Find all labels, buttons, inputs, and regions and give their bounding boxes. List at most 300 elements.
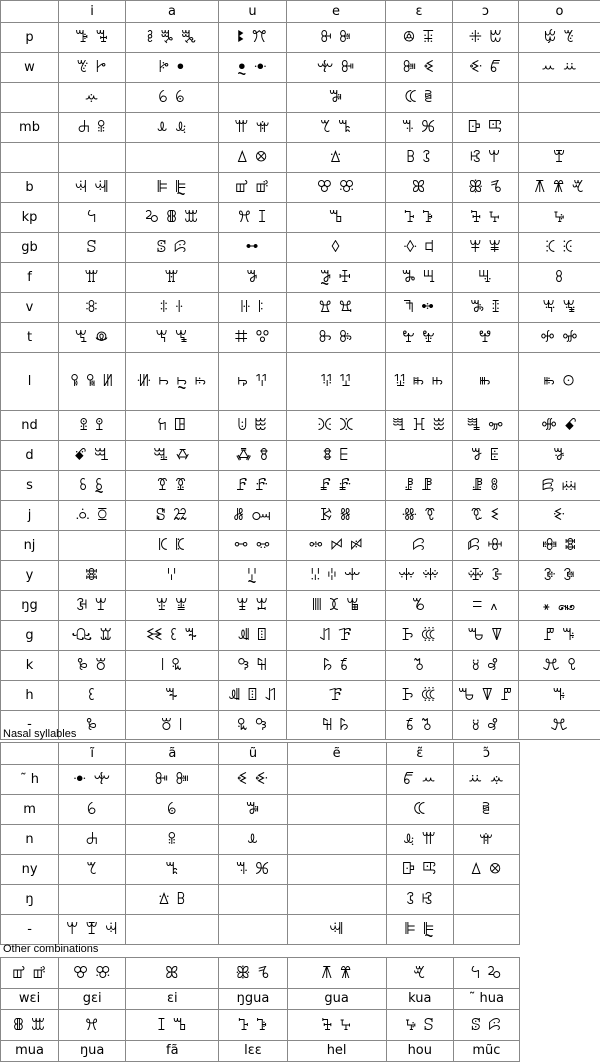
- row-label: p: [1, 23, 59, 53]
- row-label: nj: [1, 531, 59, 561]
- syllable-cell: ꗧ ꗨ: [453, 501, 519, 531]
- column-header: e: [287, 1, 386, 23]
- syllable-cell: [59, 885, 126, 915]
- syllable-cell: ꘞ: [519, 681, 600, 711]
- syllable-cell: ꕍ: [453, 825, 519, 855]
- syllable-cell: ꖈ: [453, 263, 519, 293]
- syllable-cell: ꗑ ꗒ: [126, 471, 219, 501]
- row-label: [1, 83, 59, 113]
- syllable-cell: ꘝ ꘞ: [519, 621, 600, 651]
- syllable-cell: ꗱ: [386, 531, 453, 561]
- syllable-cell: ꕏ: [126, 855, 219, 885]
- syllable-cell: ꗾ ꗿ: [453, 561, 519, 591]
- table-row: [1, 591, 600, 621]
- row-label: ny: [1, 855, 59, 885]
- syllable-cell: ꔬ ꔭ: [287, 23, 386, 53]
- syllable-cell: ꘀ ꘁ: [519, 561, 600, 591]
- combination-label: gua: [287, 989, 386, 1010]
- syllable-cell: ꕔ ꕕ: [453, 855, 519, 885]
- syllable-cell: ꘪ: [519, 711, 600, 740]
- other-combinations-table: [0, 957, 520, 1062]
- syllable-cell: ꕎ ꕏ: [287, 113, 386, 143]
- syllable-cell: ꗌ ꗍ: [453, 441, 519, 471]
- syllable-cell: ꕎ: [59, 855, 126, 885]
- row-label: -: [1, 915, 59, 945]
- syllable-cell: ꘠ ꘡: [126, 711, 219, 740]
- syllable-cell: ꕽ ꕾ: [453, 233, 519, 263]
- column-header: ũ: [219, 743, 287, 765]
- table-row: [1, 233, 600, 263]
- syllable-cell: ꕚ ꕛ ꕜ: [59, 915, 126, 945]
- syllable-cell: ꘐ ꘑ: [59, 621, 126, 651]
- row-label: [1, 143, 59, 173]
- table-row: [1, 471, 600, 501]
- syllable-cell: ꕜ ꕝ: [59, 173, 126, 203]
- syllable-cell: ꘪ ꘫ: [519, 651, 600, 681]
- syllable-cell: ꘟ ꘠: [59, 651, 126, 681]
- syllable-cell: ꕐ ꕑ: [386, 113, 453, 143]
- syllable-cell: ꕥ ꕦ: [453, 173, 519, 203]
- syllable-cell: ꔸ ꔹ: [219, 53, 287, 83]
- header-row: [1, 1, 600, 23]
- combination-glyph: ꕮ: [59, 1010, 126, 1041]
- syllable-cell: [519, 83, 600, 113]
- syllable-cell: [219, 83, 287, 113]
- combination-label: fã: [126, 1041, 219, 1062]
- syllable-cell: ꕘ ꕙ: [386, 885, 453, 915]
- table-row: [1, 531, 600, 561]
- column-header: ĩ: [59, 743, 126, 765]
- syllable-cell: ꕃ ꕄ: [126, 83, 219, 113]
- syllable-cell: ꖵ ꖶ: [59, 411, 126, 441]
- syllable-cell: ꖁ: [59, 263, 126, 293]
- syllable-cell: ꗝ ꗞ: [59, 501, 126, 531]
- row-label: b: [1, 173, 59, 203]
- row-label: -: [1, 711, 59, 740]
- syllable-cell: ꘨ ꘩: [453, 711, 519, 740]
- syllable-cell: ꔾ ꔿ: [453, 53, 519, 83]
- syllable-cell: [126, 143, 219, 173]
- syllable-cell: ꖂ: [126, 263, 219, 293]
- combination-glyph: ꕬ ꕭ: [1, 1010, 59, 1041]
- syllable-cell: [287, 885, 386, 915]
- syllable-cell: ꘛ ꘜ ꘝ: [453, 681, 519, 711]
- syllable-cell: ꖟ ꖠ: [386, 323, 453, 353]
- syllable-cell: ꗹ ꗺ ꗻ: [287, 561, 386, 591]
- syllable-cell: ꗩ: [519, 501, 600, 531]
- syllable-cell: ꘈ ꘉ ꘊ: [287, 591, 386, 621]
- syllable-cell: ꘓ: [59, 681, 126, 711]
- syllable-cell: ꖤ ꖥ ꖦ: [59, 353, 126, 411]
- combination-label: ɛi: [126, 989, 219, 1010]
- syllable-cell: ꗏ ꗐ: [59, 471, 126, 501]
- syllable-cell: [59, 143, 126, 173]
- syllable-cell: ꕪ: [59, 203, 126, 233]
- syllable-cell: ꕛ: [519, 143, 600, 173]
- row-label: h: [1, 681, 59, 711]
- table-row: [1, 621, 600, 651]
- syllable-cell: ꘆ ꘇ: [219, 591, 287, 621]
- syllable-cell: ꗼ ꗽ: [386, 561, 453, 591]
- syllable-cell: [219, 885, 287, 915]
- syllable-cell: ꘨ ꘩: [453, 651, 519, 681]
- syllable-cell: ꖹ ꖺ: [219, 411, 287, 441]
- syllable-cell: ꕮ ꕯ: [219, 203, 287, 233]
- column-header: a: [126, 1, 219, 23]
- syllable-cell: ꕫ ꕬ ꕭ: [126, 203, 219, 233]
- syllable-cell: ꗮ ꗯ ꗰ: [287, 531, 386, 561]
- syllable-cell: ꗀ ꗁ: [453, 411, 519, 441]
- row-label: y: [1, 561, 59, 591]
- syllable-cell: ꖓ ꖔ: [453, 293, 519, 323]
- syllable-cell: ꕞ ꕟ: [386, 915, 453, 945]
- row-label: t: [1, 323, 59, 353]
- table-row: [1, 855, 520, 885]
- syllable-cell: ꕱ ꕲ: [386, 203, 453, 233]
- row-label: gb: [1, 233, 59, 263]
- syllable-cell: ꕒ ꕓ: [453, 113, 519, 143]
- syllable-cell: ꘋ: [386, 591, 453, 621]
- syllable-cell: ꘙ ꘚ: [386, 621, 453, 651]
- syllable-cell: ꔻ ꔼ: [126, 765, 219, 795]
- syllable-cell: [287, 795, 386, 825]
- combination-label: ŋgua: [219, 989, 287, 1010]
- syllable-cell: ꗙ ꗚ: [453, 471, 519, 501]
- column-header: o: [519, 1, 600, 23]
- table-row: [1, 711, 600, 740]
- combination-glyph: ꕤ: [126, 958, 219, 989]
- syllable-cell: ꖝ ꖞ: [287, 323, 386, 353]
- syllable-cell: ꗂ ꗃ: [519, 411, 600, 441]
- syllable-cell: ꕊ: [219, 825, 287, 855]
- syllable-cell: ꕃ: [59, 795, 126, 825]
- combination-glyph: ꕥ ꕦ: [219, 958, 287, 989]
- syllable-cell: ꖭ ꖮ: [287, 353, 386, 411]
- syllable-cell: [59, 531, 126, 561]
- row-label: ŋg: [1, 591, 59, 621]
- syllable-cell: ꖑ ꖒ: [386, 293, 453, 323]
- row-label: g: [1, 621, 59, 651]
- syllable-cell: ꗶ: [59, 561, 126, 591]
- syllable-cell: ꘒ ꘓ ꘔ: [126, 621, 219, 651]
- syllable-cell: ꖄ ꖅ: [287, 263, 386, 293]
- combination-glyph: ꕱ ꕲ: [219, 1010, 287, 1041]
- syllable-cell: ꖻ ꖼ: [287, 411, 386, 441]
- syllable-cell: ꕊ ꕋ: [126, 113, 219, 143]
- column-header: ɛ̃: [386, 743, 453, 765]
- syllable-cell: ꗗ ꗘ: [386, 471, 453, 501]
- table-row: [1, 681, 600, 711]
- syllable-cell: [453, 885, 519, 915]
- syllable-cell: ꘤ ꘥: [287, 711, 386, 740]
- combination-glyph: ꕧ ꕨ: [287, 958, 386, 989]
- other-caption: Other combinations: [3, 943, 98, 955]
- combination-label: lɛɛ: [219, 1041, 287, 1062]
- syllable-cell: ꘗ ꘘ: [287, 621, 386, 651]
- syllable-cell: ꖋ ꖌ: [126, 293, 219, 323]
- syllable-cell: ꕇ: [453, 795, 519, 825]
- table-row: [1, 441, 600, 471]
- combination-label: mua: [1, 1041, 59, 1062]
- syllable-cell: [453, 915, 519, 945]
- table-row: [1, 501, 600, 531]
- syllable-cell: ꗣ ꗤ: [287, 501, 386, 531]
- row-label: kp: [1, 203, 59, 233]
- nasal-syllable-table: [0, 742, 520, 945]
- syllable-cell: ꕈ ꕉ: [59, 113, 126, 143]
- combination-glyph: ꕯ ꕰ: [126, 1010, 219, 1041]
- combination-glyph: ꕳ ꕴ: [287, 1010, 386, 1041]
- combination-label: ˜ hua: [453, 989, 519, 1010]
- syllable-cell: ꕀ ꕁ: [519, 53, 600, 83]
- column-header: u: [219, 1, 287, 23]
- syllable-cell: ꔲ ꔳ: [519, 23, 600, 53]
- syllable-cell: ꕶ: [59, 233, 126, 263]
- syllable-cell: ꖷ ꖸ: [126, 411, 219, 441]
- syllable-cell: ꗪ ꗫ: [126, 531, 219, 561]
- combination-label: mũc: [453, 1041, 519, 1062]
- combination-label: wɛi: [1, 989, 59, 1010]
- combination-glyph: ꕠ ꕡ: [1, 958, 59, 989]
- table-row: [1, 915, 520, 945]
- syllable-cell: ꕤ: [386, 173, 453, 203]
- syllable-cell: ꖢ ꖣ: [519, 323, 600, 353]
- row-label: w: [1, 53, 59, 83]
- syllable-cell: ꕺ: [287, 233, 386, 263]
- syllable-cell: ꖃ: [219, 263, 287, 293]
- syllable-cell: [519, 113, 600, 143]
- syllable-cell: ꕳ ꕴ: [453, 203, 519, 233]
- syllable-cell: [453, 83, 519, 113]
- syllable-cell: ꘂ ꘃ: [59, 591, 126, 621]
- syllable-cell: ꘔ: [126, 681, 219, 711]
- column-header: [1, 1, 59, 23]
- syllable-cell: ꕞ ꕟ: [126, 173, 219, 203]
- row-label: j: [1, 501, 59, 531]
- syllable-cell: ꗸ: [219, 561, 287, 591]
- syllable-cell: ꕖ: [287, 143, 386, 173]
- combination-label-row: [1, 989, 520, 1010]
- table-row: [1, 203, 600, 233]
- table-row: [1, 143, 600, 173]
- syllable-cell: ꕂ: [59, 83, 126, 113]
- syllable-cell: ꘎ ꘏: [519, 591, 600, 621]
- row-label: ˜ h: [1, 765, 59, 795]
- syllable-cell: ꘌ ꘍: [453, 591, 519, 621]
- syllable-cell: [287, 855, 386, 885]
- syllable-cell: ꖛ ꖜ: [219, 323, 287, 353]
- syllable-cell: ꗴ ꗵ: [519, 531, 600, 561]
- row-label: v: [1, 293, 59, 323]
- syllable-cell: ꗥ ꗦ: [386, 501, 453, 531]
- combination-label: hou: [386, 1041, 453, 1062]
- syllable-cell: ꕵ: [519, 203, 600, 233]
- column-header: [1, 743, 59, 765]
- syllable-cell: ꕋ ꕌ: [386, 825, 453, 855]
- syllable-cell: ꘥ ꘦: [287, 651, 386, 681]
- table-row: [1, 23, 600, 53]
- column-header: i: [59, 1, 126, 23]
- syllable-cell: ꘕ ꘖ: [219, 621, 287, 651]
- syllable-cell: ꕆ ꕇ: [386, 83, 453, 113]
- syllable-cell: ꗷ: [126, 561, 219, 591]
- combination-label: gɛi: [59, 989, 126, 1010]
- syllable-cell: ꔧ ꔨ ꔩ: [126, 23, 219, 53]
- syllable-cell: ꔥ ꔦ: [59, 23, 126, 53]
- column-header: ɛ: [386, 1, 453, 23]
- syllable-cell: ꖙ ꖚ: [126, 323, 219, 353]
- syllable-cell: ꕠ ꕡ: [219, 173, 287, 203]
- syllable-cell: ꕒ ꕓ: [386, 855, 453, 885]
- syllable-cell: ꖡ: [453, 323, 519, 353]
- syllable-cell: ꘛ ꘜ: [453, 621, 519, 651]
- syllable-cell: ꕅ: [219, 795, 287, 825]
- table-row: [1, 825, 520, 855]
- header-row: [1, 743, 520, 765]
- syllable-cell: ꘟ: [59, 711, 126, 740]
- syllable-cell: ꔰ ꔱ: [453, 23, 519, 53]
- column-header: ẽ: [287, 743, 386, 765]
- syllable-cell: ꗛ ꗜ: [519, 471, 600, 501]
- syllable-cell: ꕈ: [59, 825, 126, 855]
- syllable-cell: ꘢ ꘣: [219, 711, 287, 740]
- syllable-cell: ꗆ ꗇ: [126, 441, 219, 471]
- syllable-cell: ꗓ ꗔ: [219, 471, 287, 501]
- combination-label: ŋua: [59, 1041, 126, 1062]
- syllable-cell: ꕉ: [126, 825, 219, 855]
- table-row: [1, 353, 600, 411]
- syllable-cell: ꘧: [386, 651, 453, 681]
- combination-glyph: ꕵ ꕶ: [386, 1010, 453, 1041]
- syllable-cell: ꕧ ꕨ ꕩ: [519, 173, 600, 203]
- table-row: [1, 651, 600, 681]
- table-row: [1, 561, 600, 591]
- syllable-cell: ꗎ: [519, 441, 600, 471]
- syllable-cell: ꕔ ꕕ: [219, 143, 287, 173]
- row-label: f: [1, 263, 59, 293]
- syllable-cell: ꕰ: [287, 203, 386, 233]
- row-label: d: [1, 441, 59, 471]
- syllable-cell: ꘡ ꘢: [126, 651, 219, 681]
- syllable-cell: ꕄ: [126, 795, 219, 825]
- table-row: [1, 293, 600, 323]
- syllable-cell: ꖉ: [519, 263, 600, 293]
- column-header: ã: [126, 743, 219, 765]
- syllable-cell: ꕷ ꕸ: [126, 233, 219, 263]
- combination-glyph: ꕷ ꕸ: [453, 1010, 519, 1041]
- table-row: [1, 411, 600, 441]
- combination-glyph: ꕪ ꕫ: [453, 958, 519, 989]
- syllable-cell: [287, 765, 386, 795]
- table-row: [1, 113, 600, 143]
- row-label: k: [1, 651, 59, 681]
- syllable-cell: ꕿ ꖀ: [519, 233, 600, 263]
- syllable-cell: [386, 441, 453, 471]
- syllable-cell: ꘕ ꘖ ꘗ: [219, 681, 287, 711]
- syllable-cell: ꔶ ꔷ: [126, 53, 219, 83]
- syllable-cell: ꘘ: [287, 681, 386, 711]
- combination-label-row: [1, 1041, 520, 1062]
- syllable-cell: ꖆ ꖇ: [386, 263, 453, 293]
- table-row: [1, 53, 600, 83]
- combination-glyph-row: [1, 958, 520, 989]
- table-row: [1, 263, 600, 293]
- syllable-cell: ꗬ ꗭ: [219, 531, 287, 561]
- syllable-cell: ꕅ: [287, 83, 386, 113]
- combination-glyph: ꕩ: [386, 958, 453, 989]
- row-label: m: [1, 795, 59, 825]
- syllable-cell: ꕹ: [219, 233, 287, 263]
- syllable-cell: ꖗ ꖘ: [59, 323, 126, 353]
- syllable-cell: ꖕ ꖖ: [519, 293, 600, 323]
- syllable-cell: [287, 825, 386, 855]
- syllable-cell: ꕆ: [386, 795, 453, 825]
- syllable-cell: ꔪ ꔫ: [219, 23, 287, 53]
- syllable-cell: [219, 915, 287, 945]
- syllable-cell: ꘄ ꘅ: [126, 591, 219, 621]
- syllable-cell: ꕌ ꕍ: [219, 113, 287, 143]
- combination-glyph-row: [1, 1010, 520, 1041]
- combination-glyph: ꕢ ꕣ: [59, 958, 126, 989]
- syllable-cell: ꖳ ꖴ: [519, 353, 600, 411]
- syllable-cell: ꗈ ꗉ: [219, 441, 287, 471]
- nasal-caption: Nasal syllables: [3, 728, 76, 740]
- combination-label: kua: [386, 989, 453, 1010]
- syllable-cell: ꔼ ꔽ: [386, 53, 453, 83]
- syllable-cell: ꗟ ꗠ: [126, 501, 219, 531]
- column-header: ɔ: [453, 1, 519, 23]
- syllable-cell: ꗕ ꗖ: [287, 471, 386, 501]
- syllable-cell: ꖲ: [453, 353, 519, 411]
- syllable-cell: [126, 915, 219, 945]
- syllable-cell: ꕢ ꕣ: [287, 173, 386, 203]
- row-label: nd: [1, 411, 59, 441]
- syllable-cell: ꘙ ꘚ: [386, 681, 453, 711]
- syllable-cell: ꕻ ꕼ: [386, 233, 453, 263]
- syllable-cell: ꖏ ꖐ: [287, 293, 386, 323]
- row-label: l: [1, 353, 59, 411]
- syllable-cell: ꔿ ꕀ: [386, 765, 453, 795]
- row-label: n: [1, 825, 59, 855]
- syllable-cell: ꖯ ꖰ ꖱ: [386, 353, 453, 411]
- table-row: [1, 885, 520, 915]
- syllable-cell: ꔽ ꔾ: [219, 765, 287, 795]
- table-row: [1, 323, 600, 353]
- row-label: s: [1, 471, 59, 501]
- syllable-cell: ꗊ ꗋ: [287, 441, 386, 471]
- syllable-cell: ꕁ ꕂ: [453, 765, 519, 795]
- syllable-cell: ꔴ ꔵ: [59, 53, 126, 83]
- syllable-cell: ꖽ ꖾ ꖿ: [386, 411, 453, 441]
- syllable-cell: ꘣ ꘤: [219, 651, 287, 681]
- syllable-cell: ꗄ ꗅ: [59, 441, 126, 471]
- syllable-cell: ꔺ ꔻ: [287, 53, 386, 83]
- syllable-cell: ꕖ ꕗ: [126, 885, 219, 915]
- syllable-cell: ꗡ ꗢ: [219, 501, 287, 531]
- row-label: ŋ: [1, 885, 59, 915]
- table-row: [1, 83, 600, 113]
- table-row: [1, 765, 520, 795]
- syllable-cell: ꖍ ꖎ: [219, 293, 287, 323]
- syllable-cell: ꕙ ꕚ: [453, 143, 519, 173]
- syllable-cell: ꖊ: [59, 293, 126, 323]
- syllable-cell: ꔹ ꔺ: [59, 765, 126, 795]
- syllable-cell: ꘦ ꘧: [386, 711, 453, 740]
- table-row: [1, 173, 600, 203]
- combination-label: hel: [287, 1041, 386, 1062]
- row-label: mb: [1, 113, 59, 143]
- table-row: [1, 795, 520, 825]
